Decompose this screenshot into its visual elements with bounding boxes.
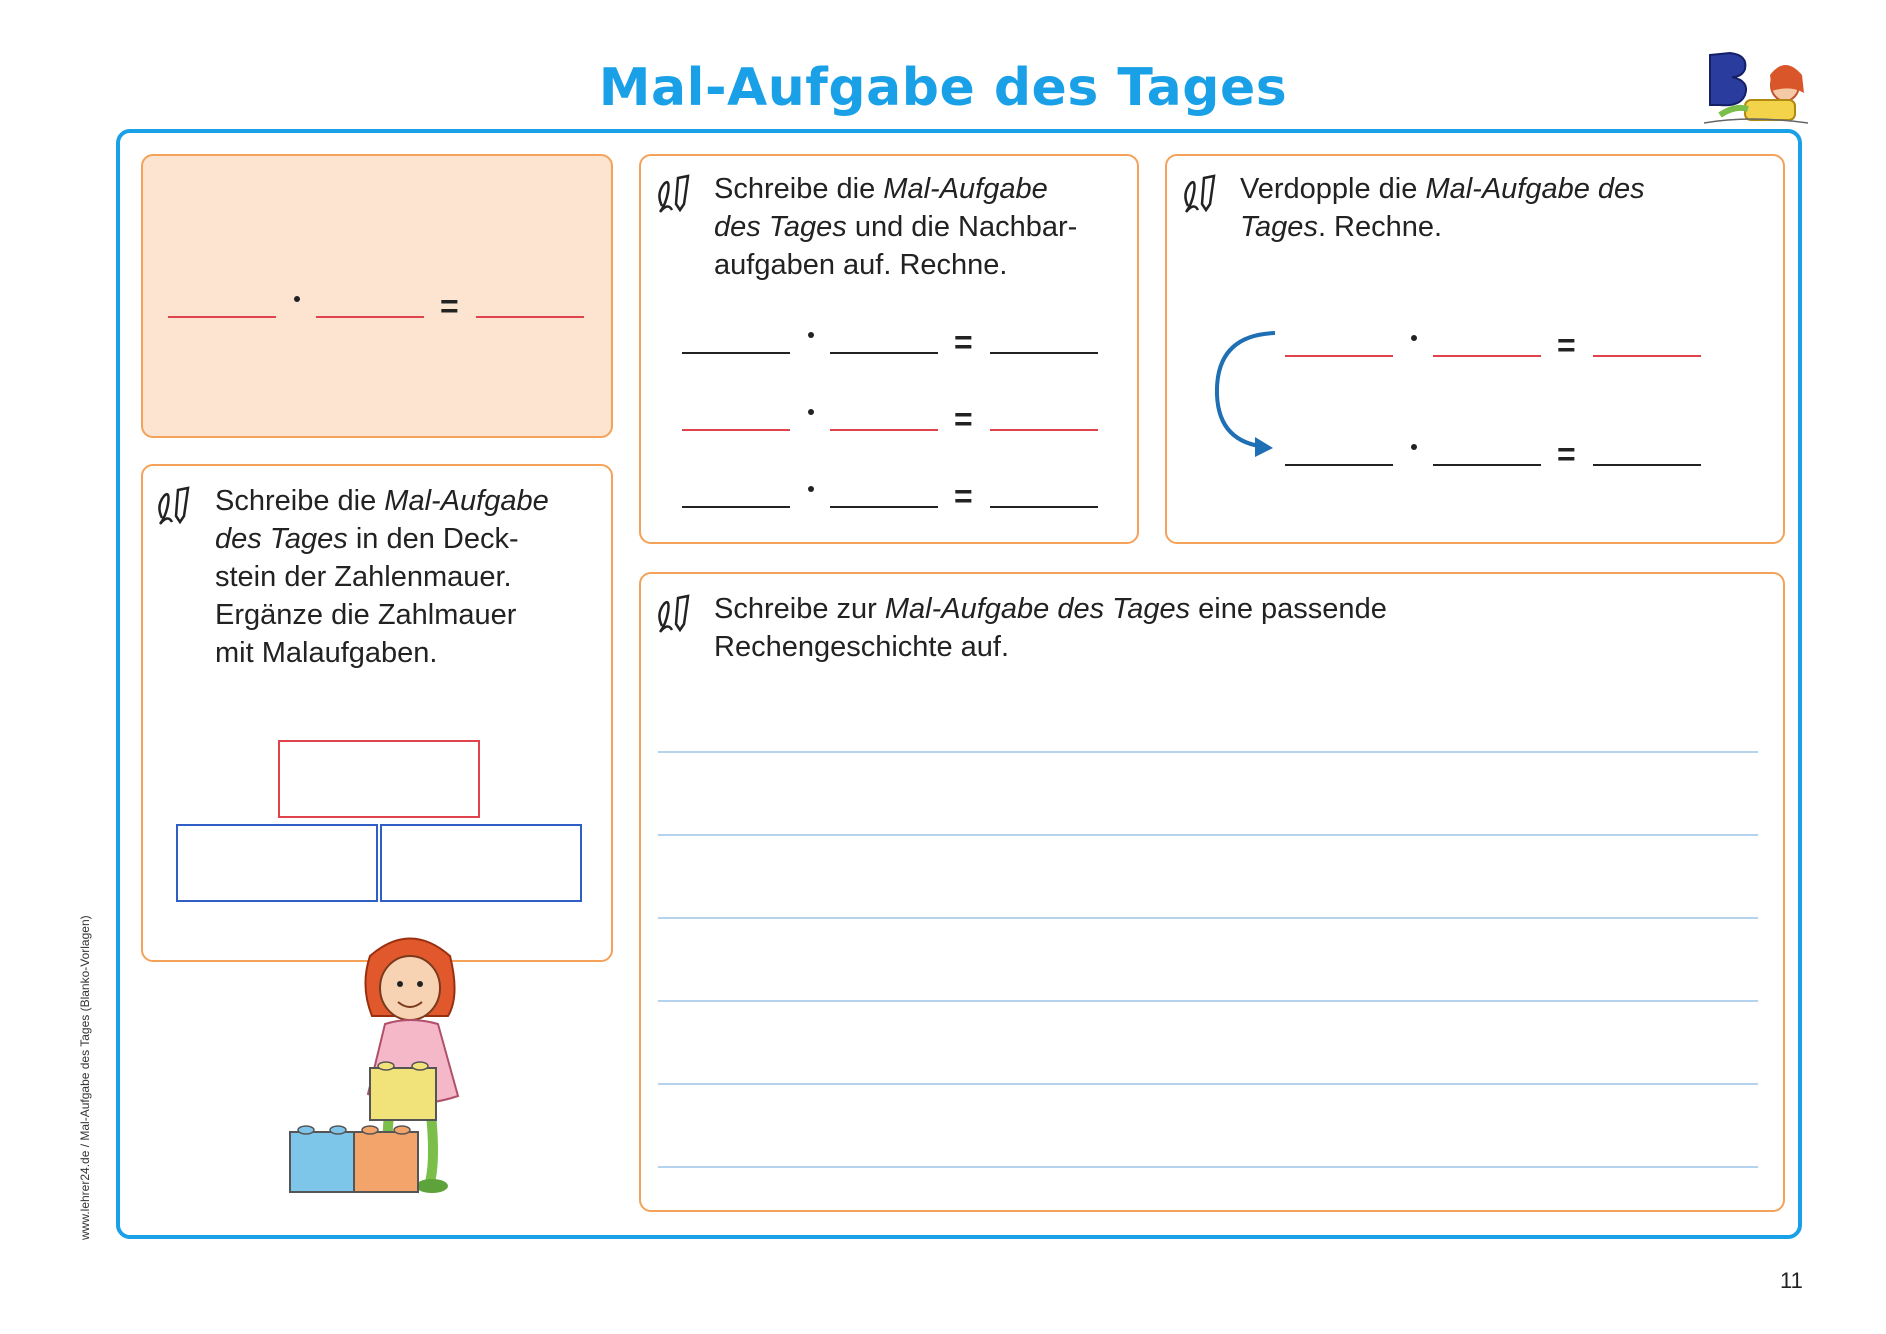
factor-blank[interactable] [830, 352, 938, 354]
pencil-writing-icon [654, 592, 698, 640]
number-wall-bottom-brick[interactable] [176, 824, 378, 902]
factor-blank[interactable] [1285, 464, 1393, 466]
factor-blank[interactable] [316, 316, 424, 318]
factor-blank[interactable] [168, 316, 276, 318]
page-title: Mal-Aufgabe des Tages [598, 58, 1288, 118]
story-task-box [639, 572, 1785, 1212]
neighbor-equation-above [682, 320, 1102, 360]
times-sign [808, 486, 814, 492]
equals-sign: = [1557, 327, 1576, 363]
writing-line[interactable] [658, 1000, 1758, 1002]
product-blank[interactable] [990, 429, 1098, 431]
pencil-writing-icon [154, 484, 198, 532]
product-blank[interactable] [1593, 355, 1701, 357]
number-wall-top-brick[interactable] [278, 740, 480, 818]
neighbor-tasks-instruction: Schreibe die Mal-Aufgabe des Tages und die Nachbar- aufgaben auf. Rechne. [714, 173, 1078, 281]
equals-sign: = [954, 324, 973, 360]
letter-b-mascot-icon [1690, 45, 1820, 135]
factor-blank[interactable] [830, 429, 938, 431]
equals-sign: = [1557, 436, 1576, 472]
girl-with-blocks-illustration-icon [280, 926, 520, 1206]
times-sign [1411, 335, 1417, 341]
factor-blank[interactable] [682, 352, 790, 354]
times-sign [1411, 444, 1417, 450]
story-task-instruction: Schreibe zur Mal-Aufgabe des Tages eine passende Rechengeschichte auf. [714, 593, 1387, 663]
daily-problem-equation [168, 284, 588, 324]
factor-blank[interactable] [682, 506, 790, 508]
writing-line[interactable] [658, 1166, 1758, 1168]
times-sign [808, 332, 814, 338]
product-blank[interactable] [1593, 464, 1701, 466]
number-wall-instruction: Schreibe die Mal-Aufgabe des Tages in den Deck- stein der Zahlenmauer. Ergänze die Zahlmauer mit Malaufgaben. [215, 485, 549, 669]
equals-sign: = [954, 478, 973, 514]
doubling-arrow-icon [1205, 325, 1285, 465]
source-credit: www.lehrer24.de / Mal-Aufgabe des Tages (Blanko-Vorlagen) [78, 915, 92, 1240]
equals-sign: = [954, 401, 973, 437]
writing-line[interactable] [658, 917, 1758, 919]
product-blank[interactable] [476, 316, 584, 318]
times-sign [808, 409, 814, 415]
factor-blank[interactable] [830, 506, 938, 508]
neighbor-equation-center [682, 397, 1102, 437]
pencil-writing-icon [1180, 172, 1224, 220]
page-number: 11 [1780, 1268, 1803, 1293]
neighbor-equation-below [682, 474, 1102, 514]
writing-line[interactable] [658, 751, 1758, 753]
writing-line[interactable] [658, 1083, 1758, 1085]
factor-blank[interactable] [682, 429, 790, 431]
product-blank[interactable] [990, 352, 1098, 354]
writing-line[interactable] [658, 834, 1758, 836]
equals-sign: = [440, 288, 459, 324]
product-blank[interactable] [990, 506, 1098, 508]
factor-blank[interactable] [1433, 464, 1541, 466]
pencil-writing-icon [654, 172, 698, 220]
times-sign [294, 296, 300, 302]
daily-equation-to-double [1285, 323, 1705, 363]
double-task-instruction: Verdopple die Mal-Aufgabe des Tages. Rechne. [1240, 173, 1645, 243]
number-wall-bottom-brick[interactable] [380, 824, 582, 902]
factor-blank[interactable] [1285, 355, 1393, 357]
factor-blank[interactable] [1433, 355, 1541, 357]
doubled-equation [1285, 432, 1705, 472]
